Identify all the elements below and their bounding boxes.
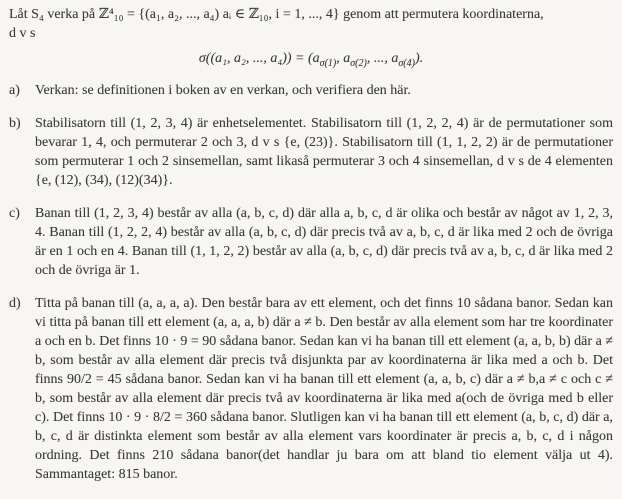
item-c [9,204,613,280]
equation-segment: σ((a₁, a₂, ..., a₄)) = (a [198,51,320,66]
intro-line-2-dvs: d v s [9,26,36,41]
item-label: c) [9,206,20,221]
item-label: b) [9,116,21,131]
equation-subscript: σ(4) [398,57,415,69]
equation-segment: ). [414,51,424,66]
display-equation [9,49,613,68]
item-text: Titta på banan till (a, a, a, a). Den består bara av ett element, och det finns 10 sådana banor. Sedan kan vi titta på banan till ett element (a, a, a, b) där a ≠ b. Den består av alla element som har tre koordinater a och en b. Det finns 10 · 9 = 90 sådana banor. Sedan kan vi ha banan till ett element (a, a, b, b) där a ≠ b, som består av alla element där precis två disjunkta par av koordinaterna är lika med a och b. Det finns 90/2 = 45 sådana banor. Sedan kan vi ha banan till ett element (a, a, b, c) där a ≠ b,a ≠ c och c ≠ b, som består av alla element där precis två av koordinaterna är lika med a(och de övriga med b eller c). Det finns 10 · 9 · 8/2 = 360 sådana banor. Slutligen kan vi ha banan till ett element (a, b, c, d) där a, b, c, d är distinkta element som består av alla element vars koordinater är precis a, b, c, d i någon ordning. Det finns 210 sådana banor(det handlar ju bara om att bland tio element välja ut 4). Sammantaget: 815 banor. [35,296,613,482]
item-label: a) [9,83,20,98]
equation-subscript: σ(2) [350,57,367,69]
intro-line-1: Låt S₄ verka på ℤ⁴₁₀ = {(a₁, a₂, ..., a₄) aᵢ ∈ ℤ₁₀, i = 1, ..., 4} genom att permutera koordinaterna, [9,7,544,22]
item-d [9,294,613,484]
equation-subscript: σ(1) [319,57,337,69]
item-text: Verkan: se definitionen i boken av en verkan, och verifiera den här. [35,83,411,98]
item-label: d) [9,296,21,311]
item-b [9,114,613,190]
item-text: Banan till (1, 2, 3, 4) består av alla (a, b, c, d) där alla a, b, c, d är olika och består av något av 1, 2, 3, 4. Banan till (1, 2, 2, 4) består av alla (a, b, c, d) där precis två av a, b, c, d är lika med 2 och de övriga är en 1 och en 4. Banan till (1, 1, 2, 2) består av alla (a, b, c, d) där precis två av a, b, c, d är lika med 2 och de övriga är 1. [35,206,613,278]
item-text: Stabilisatorn till (1, 2, 3, 4) är enhetselementet. Stabilisatorn till (1, 2, 2, 4) är de permutationer som bevarar 1, 4, och permuterar 2 och 3, d v s {e, (23)}. Stabilisatorn till (1, 1, 2, 2) är de permutationer som permuterar 1 och 2 sinsemellan, samt likaså permuterar 3 och 4 sinsemellan, d v s de 4 elementen {e, (12), (34), (12)(34)}. [35,116,613,188]
equation-segment: , ..., a [366,51,399,66]
equation-segment: , a [336,51,351,66]
item-a [9,81,613,100]
